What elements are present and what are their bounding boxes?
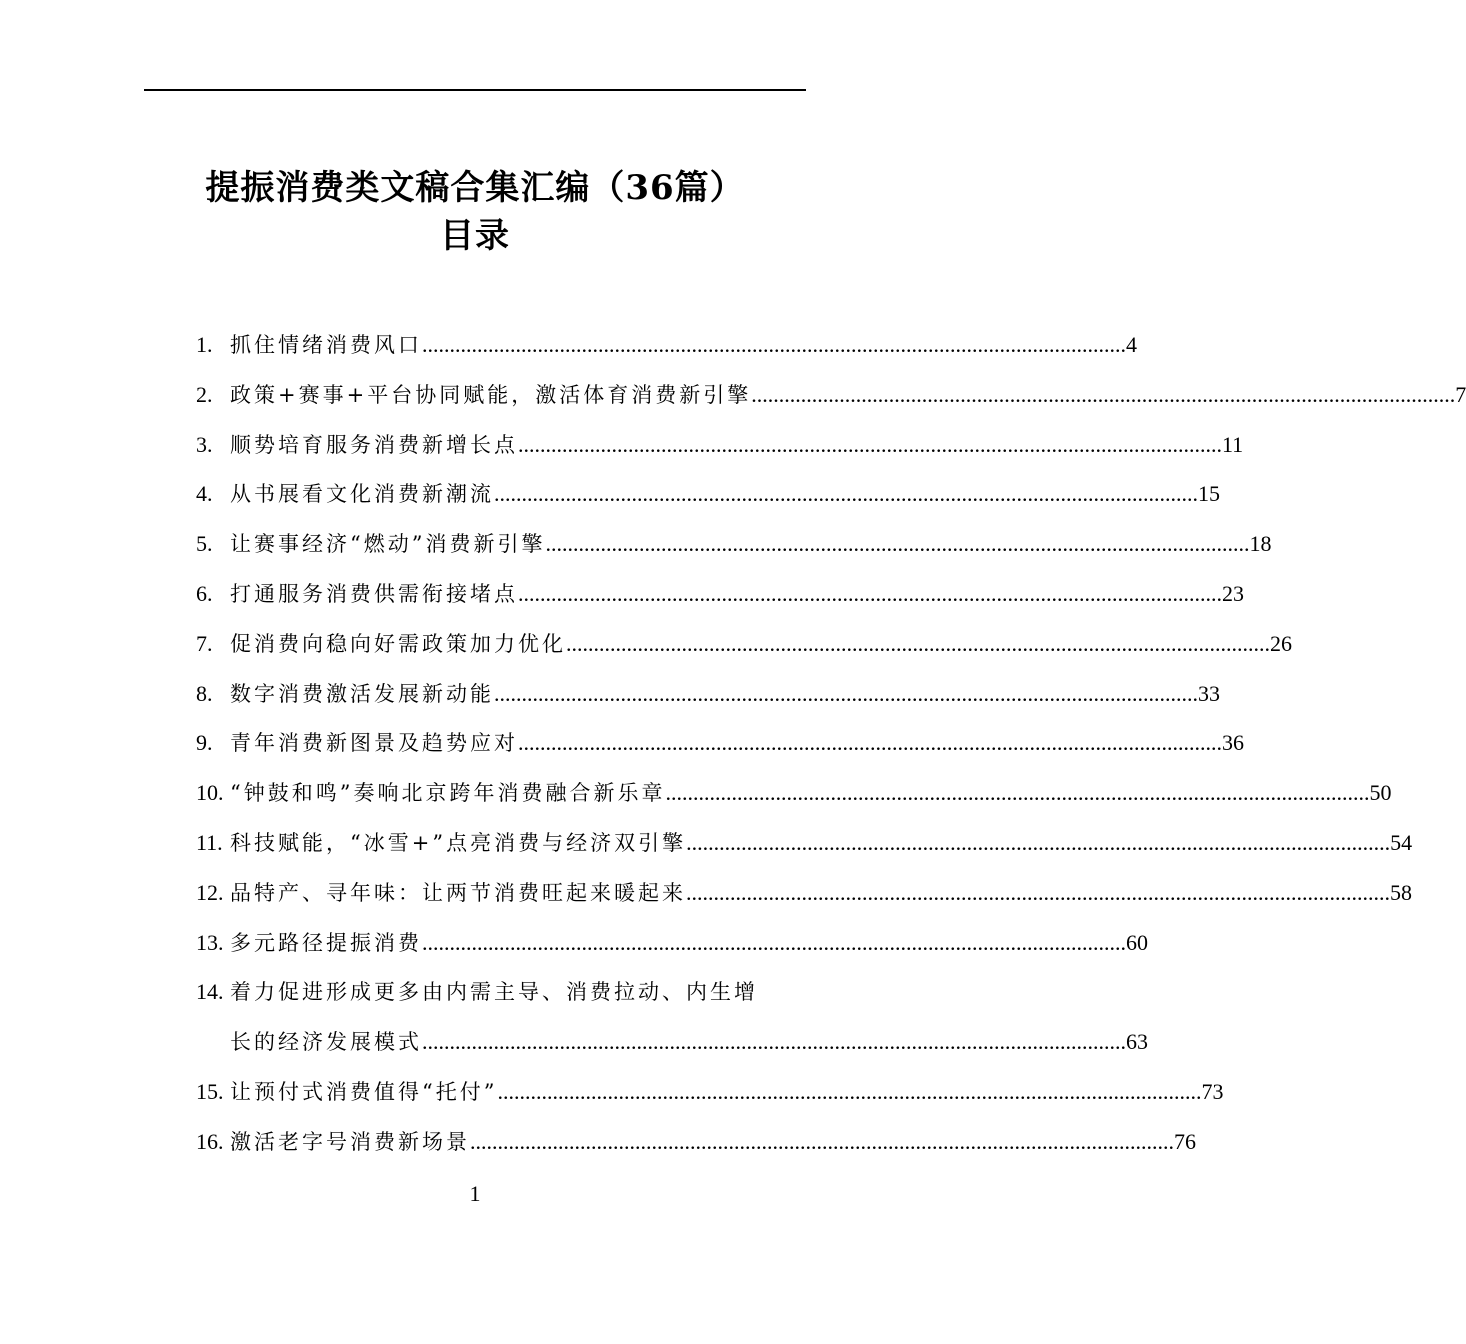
- toc-leader-dots: [665, 768, 1369, 818]
- toc-page-number: 18: [1249, 531, 1272, 557]
- toc-entry-14-continuation[interactable]: [196, 1017, 1148, 1067]
- toc-leader-dots: [422, 1017, 1126, 1067]
- toc-leader-dots: [518, 420, 1222, 470]
- toc-entry-6[interactable]: [196, 569, 1244, 619]
- toc-title: 科技赋能，“冰雪+”点亮消费与经济双引擎: [230, 830, 687, 855]
- toc-leader-dots: [751, 370, 1455, 420]
- toc-entry-1[interactable]: [196, 320, 1137, 370]
- toc-entry-7[interactable]: [196, 619, 1292, 669]
- toc-entry-15[interactable]: [196, 1067, 1224, 1117]
- toc-title: 促消费向稳向好需政策加力优化: [230, 631, 566, 656]
- table-of-contents: [196, 320, 1466, 1167]
- toc-title: 青年消费新图景及趋势应对: [230, 731, 518, 756]
- toc-page-number: 15: [1198, 481, 1220, 507]
- toc-title: 顺势培育服务消费新增长点: [230, 432, 518, 457]
- toc-page-number: 26: [1270, 630, 1292, 656]
- toc-entry-12[interactable]: [196, 868, 1412, 918]
- toc-number: 16.: [196, 1128, 224, 1154]
- toc-leader-dots: [545, 519, 1249, 569]
- toc-entry-13[interactable]: [196, 918, 1148, 968]
- toc-leader-dots: [518, 718, 1222, 768]
- toc-number: 4.: [196, 481, 213, 507]
- toc-entry-2[interactable]: [196, 370, 1466, 420]
- toc-heading: 目录: [440, 216, 510, 256]
- toc-page-number: 73: [1201, 1078, 1224, 1104]
- toc-title: 打通服务消费供需衔接堵点: [230, 581, 518, 606]
- toc-number: 10.: [196, 780, 224, 806]
- toc-page-number: 54: [1390, 829, 1413, 855]
- toc-leader-dots: [497, 1067, 1201, 1117]
- toc-page-number: 50: [1369, 780, 1392, 806]
- toc-entry-8[interactable]: [196, 669, 1220, 719]
- toc-number: 3.: [196, 431, 213, 457]
- toc-page-number: 76: [1174, 1128, 1196, 1154]
- document-title: 提振消费类文稿合集汇编（36篇）: [205, 168, 745, 208]
- toc-page-number: 63: [1126, 1029, 1148, 1055]
- toc-title: 激活老字号消费新场景: [230, 1129, 470, 1154]
- toc-entry-5[interactable]: [196, 519, 1272, 569]
- toc-number: 1.: [196, 332, 213, 357]
- toc-title: 政策+赛事+平台协同赋能，激活体育消费新引擎: [230, 382, 752, 407]
- toc-page-number: 58: [1390, 879, 1412, 905]
- header-rule: [144, 89, 806, 91]
- toc-entry-4[interactable]: [196, 469, 1220, 519]
- toc-title: 让赛事经济“燃动”消费新引擎: [230, 532, 546, 557]
- toc-leader-dots: [494, 469, 1198, 519]
- toc-page-number: 11: [1222, 431, 1244, 457]
- toc-entry-11[interactable]: [196, 818, 1413, 868]
- toc-title: 着力促进形成更多由内需主导、消费拉动、内生增: [230, 980, 758, 1005]
- toc-number: 8.: [196, 680, 213, 706]
- toc-title: 抓住情绪消费风口: [230, 333, 422, 357]
- toc-number: 14.: [196, 979, 224, 1005]
- toc-title: 数字消费激活发展新动能: [230, 681, 494, 706]
- toc-number: 5.: [196, 531, 213, 557]
- toc-leader-dots: [566, 619, 1270, 669]
- toc-title: 从书展看文化消费新潮流: [230, 482, 494, 507]
- toc-page-number: 60: [1126, 929, 1148, 955]
- toc-number: 13.: [196, 929, 224, 955]
- page-number: 1: [469, 1181, 481, 1206]
- toc-title: “钟鼓和鸣”奏响北京跨年消费融合新乐章: [230, 781, 666, 806]
- toc-title-continuation: 长的经济发展模式: [230, 1030, 422, 1055]
- toc-leader-dots: [686, 818, 1390, 868]
- toc-leader-dots: [686, 868, 1390, 918]
- toc-page-number: 36: [1222, 730, 1244, 756]
- toc-number: 7.: [196, 630, 213, 656]
- toc-leader-dots: [422, 918, 1126, 968]
- toc-entry-3[interactable]: [196, 420, 1244, 470]
- toc-page-number: 4: [1126, 332, 1137, 357]
- toc-number: 6.: [196, 580, 213, 606]
- toc-title: 多元路径提振消费: [230, 930, 422, 955]
- toc-leader-dots: [422, 320, 1126, 370]
- toc-number: 12.: [196, 879, 224, 905]
- toc-leader-dots: [518, 569, 1222, 619]
- toc-number: 11.: [196, 829, 223, 855]
- toc-title: 品特产、寻年味：让两节消费旺起来暖起来: [230, 880, 686, 905]
- toc-page-number: 23: [1222, 580, 1244, 606]
- toc-entry-14[interactable]: [196, 967, 806, 1017]
- toc-entry-10[interactable]: [196, 768, 1392, 818]
- toc-entry-16[interactable]: [196, 1117, 1196, 1167]
- toc-number: 9.: [196, 730, 213, 756]
- toc-number: 2.: [196, 381, 213, 407]
- toc-page-number: 33: [1198, 680, 1220, 706]
- toc-entry-9[interactable]: [196, 718, 1244, 768]
- toc-leader-dots: [470, 1117, 1174, 1167]
- toc-page-number: 7: [1455, 381, 1466, 407]
- toc-leader-dots: [494, 669, 1198, 719]
- toc-title: 让预付式消费值得“托付”: [230, 1079, 498, 1104]
- toc-number: 15.: [196, 1078, 224, 1104]
